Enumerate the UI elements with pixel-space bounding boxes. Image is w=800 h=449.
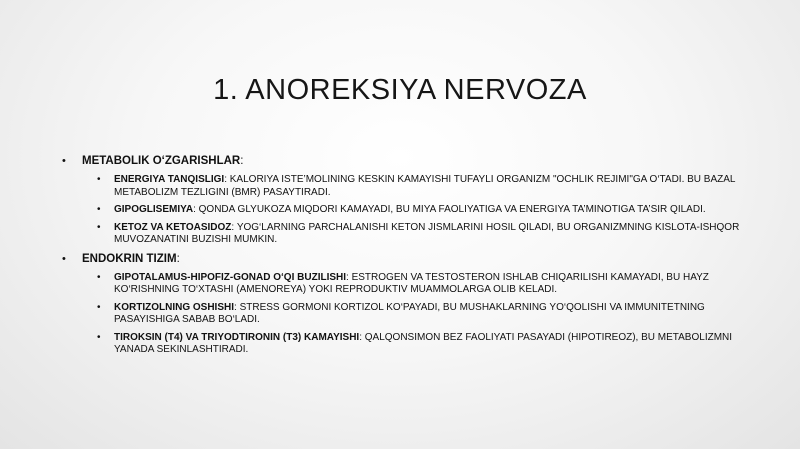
- list-item: • TIROKSIN (T4) VA TRIYODTIRONIN (T3) KAMAYISHI: QALQONSIMON BEZ FAOLIYATI PASAYADI (HIPOTIREOZ), BU METABOLIZMNI YANADA SEKINLASHTIRADI.: [97, 331, 733, 355]
- list-item: • KETOZ VA KETOASIDOZ: YOG‘LARNING PARCHALANISHI KETON JISMLARINI HOSIL QILADI, BU ORGANIZMNING KISLOTA-ISHQOR MUVOZANATINI BUZISHI MUMKIN.: [97, 221, 740, 245]
- section-heading: • ENDOKRIN TIZIM:: [62, 252, 180, 265]
- item-term: KETOZ VA KETOASIDOZ: [114, 221, 232, 233]
- section-heading-text: ENDOKRIN TIZIM: [82, 252, 177, 265]
- list-item: • KORTIZOLNING OSHISHI: STRESS GORMONI KORTIZOL KO‘PAYADI, BU MUSHAKLARNING YO‘QOLISHI VA IMMUNITETNING PASAYISHIGA SABAB BO‘LADI.: [97, 301, 705, 325]
- bullet-icon: •: [97, 174, 101, 185]
- sub-list: [62, 174, 752, 247]
- item-text: ESTROGEN VA TESTOSTERON ISHLAB CHIQARILISHI KAMAYADI, BU HAYZ KO‘RISHNING TO‘XTASHI (AMENOREYA) YOKI REPRODUKTIV MUAMMOLARGA OLIB KELADI.: [114, 271, 709, 295]
- item-text: QONDA GLYUKOZA MIQDORI KAMAYADI, BU MIYA FAOLIYATIGA VA ENERGIYA TA’MINOTIGA TA’SIR QILADI.: [198, 204, 706, 215]
- list-item: • ENERGIYA TANQISLIGI: KALORIYA ISTE’MOLINING KESKIN KAMAYISHI TUFAYLI ORGANIZM "OCHLIK REJIMI"GA O‘TADI. BU BAZAL METABOLIZM TEZLIGINI (BMR) PASAYTIRADI.: [97, 174, 736, 198]
- bullet-icon: •: [97, 301, 101, 313]
- list-item: • GIPOGLISEMIYA: QONDA GLYUKOZA MIQDORI KAMAYADI, BU MIYA FAOLIYATIGA VA ENERGIYA TA’MINOTIGA TA’SIR QILADI.: [97, 204, 706, 215]
- section-endokrin: [62, 252, 752, 357]
- bullet-icon: •: [97, 204, 101, 215]
- item-term: GIPOGLISEMIYA: [114, 204, 194, 215]
- item-text: STRESS GORMONI KORTIZOL KO‘PAYADI, BU MUSHAKLARNING YO‘QOLISHI VA IMMUNITETNING PASAYISHIGA SABAB BO‘LADI.: [114, 301, 705, 325]
- item-text: QALQONSIMON BEZ FAOLIYATI PASAYADI (HIPOTIREOZ), BU METABOLIZMNI YANADA SEKINLASHTIRADI.: [114, 331, 733, 355]
- bullet-icon: •: [97, 271, 101, 283]
- section-heading: • METABOLIK O‘ZGARISHLAR:: [62, 155, 244, 167]
- slide-content: [62, 154, 752, 362]
- section-metabolik: [62, 154, 752, 247]
- bullet-icon: •: [62, 252, 66, 265]
- item-term: ENERGIYA TANQISLIGI: [114, 174, 225, 185]
- bullet-icon: •: [97, 331, 101, 343]
- slide-title: 1. ANOREKSIYA NERVOZA: [213, 74, 587, 106]
- item-text: YOG‘LARNING PARCHALANISHI KETON JISMLARINI HOSIL QILADI, BU ORGANIZMNING KISLOTA-ISHQOR MUVOZANATINI BUZISHI MUMKIN.: [114, 221, 740, 245]
- list-item: • GIPOTALAMUS-HIPOFIZ-GONAD O‘QI BUZILISHI: ESTROGEN VA TESTOSTERON ISHLAB CHIQARILISHI KAMAYADI, BU HAYZ KO‘RISHNING TO‘XTASHI (AMENOREYA) YOKI REPRODUKTIV MUAMMOLARGA OLIB KELADI.: [97, 271, 709, 295]
- sub-list: [62, 272, 752, 357]
- item-term: TIROKSIN (T4) VA TRIYODTIRONIN (T3) KAMAYISHI: [114, 331, 360, 343]
- bullet-icon: •: [97, 221, 101, 233]
- item-text: KALORIYA ISTE’MOLINING KESKIN KAMAYISHI TUFAYLI ORGANIZM "OCHLIK REJIMI"GA O‘TADI. BU BAZAL METABOLIZM TEZLIGINI (BMR) PASAYTIRADI.: [114, 174, 736, 198]
- section-heading-text: METABOLIK O‘ZGARISHLAR: [82, 155, 241, 167]
- item-term: GIPOTALAMUS-HIPOFIZ-GONAD O‘QI BUZILISHI: [114, 271, 347, 283]
- item-term: KORTIZOLNING OSHISHI: [114, 301, 234, 313]
- bullet-icon: •: [62, 155, 66, 167]
